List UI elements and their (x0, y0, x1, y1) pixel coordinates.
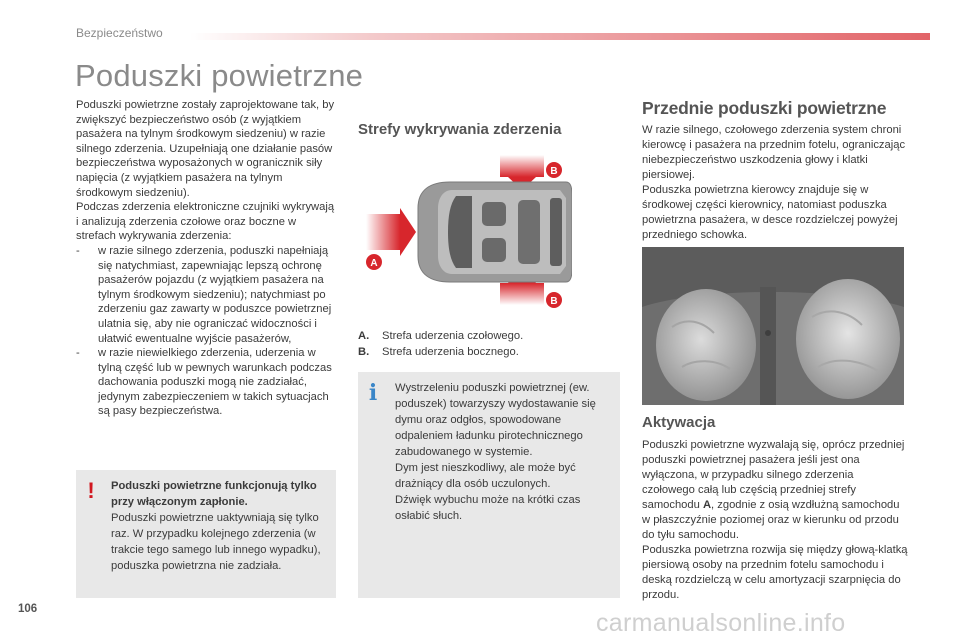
passenger-airbag (796, 279, 900, 399)
activation-heading: Aktywacja (642, 414, 716, 431)
warning-body-text: Poduszki powietrzne uaktywniają się tylko raz. W przypadku kolejnego zderzenia (w trakcie tego samego lub innego wypadku), poduszka powietrzna nie zadziała. (111, 512, 321, 572)
car-top-view (418, 182, 572, 282)
info-paragraph-1: Wystrzeleniu poduszki powietrznej (ew. poduszek) towarzyszy wydostawanie się dymu oraz odgłos, spowodowane odpaleniem ładunku pirotechnicznego zabudowanego w systemie. (395, 382, 596, 458)
label-a-text: A (370, 258, 378, 269)
info-icon: i (368, 380, 378, 406)
warning-text (111, 478, 331, 574)
driver-airbag (656, 289, 756, 401)
bullet-dash: - (76, 347, 80, 360)
intro-paragraph-2: Podczas zderzenia elektroniczne czujniki wykrywają i analizują zderzenia czołowe oraz boczne w strefach wykrywania zderzenia: (76, 201, 335, 243)
activation-p1-b: , zgodnie z osią wzdłużną samochodu w płaszczyźnie poziomej oraz w kierunku od przodu do tyłu samochodu. (642, 499, 900, 541)
intro-column (76, 98, 338, 419)
front-paragraph-1: W razie silnego, czołowego zderzenia system chroni kierowcę i pasażera na przednim fotelu, ograniczając niebezpieczeństwo uszkodzenia głowy i klatki piersiowej. (642, 124, 906, 181)
front-airbags-text (642, 123, 908, 243)
info-paragraph-3: Dźwięk wybuchu może na krótki czas osłabić słuch. (395, 494, 581, 522)
front-airbags-heading: Przednie poduszki powietrzne (642, 98, 887, 118)
bullet-dash: - (76, 244, 80, 257)
activation-p1-bold: A (702, 499, 712, 511)
zone-text-a: Strefa uderzenia czołowego. (382, 330, 524, 342)
exclamation-icon: ! (87, 478, 95, 503)
watermark-text: carmanualsonline.info (596, 609, 846, 637)
label-b-top-text: B (550, 166, 558, 177)
activation-paragraph-1 (642, 438, 908, 543)
front-airbags-illustration (642, 247, 904, 405)
zone-legend (358, 329, 523, 360)
front-paragraph-2: Poduszka powietrzna kierowcy znajduje się w środkowej części kierownicy, natomiast poduszka powietrzna pasażera, w desce rozdzielczej powyżej przedniego schowka. (642, 184, 898, 241)
list-item (76, 346, 338, 419)
activation-text (642, 438, 908, 603)
list-item (76, 244, 338, 346)
label-b-bottom (546, 292, 562, 308)
zone-key-a: A. (358, 330, 370, 342)
page-number: 106 (18, 603, 38, 615)
label-b-bottom-text: B (550, 296, 558, 307)
label-b-top (546, 162, 562, 178)
warning-bold-text: Poduszki powietrzne funkcjonują tylko przy włączonym zapłonie. (111, 480, 317, 508)
bullet-text-1: w razie silnego zderzenia, poduszki napełniają się natychmiast, zapewniając lepszą ochronę pasażerów pojazdu (z wyjątkiem pasażera na tylnym środkowym siedzeniu); natychmiast po zderzeniu gaz zawarty w poduszce powietrznej ulatnia się, aby nie ograniczać widoczności i ułatwić ewentualne wyjście pasażerów, (98, 244, 332, 345)
zone-key-b: B. (358, 345, 370, 358)
intro-paragraph-1: Poduszki powietrzne zostały zaprojektowane tak, by zwiększyć bezpieczeństwo osób (z wyjątkiem pasażera na tylnym środkowym siedzeniu) w razie silnego zderzenia. Uzupełniają one działanie pasów bezpieczeństwa wyposażonych w ogranicznik siły napięcia (z wyjątkiem pasażera na tylnym środkowym siedzeniu). (76, 99, 335, 199)
bullet-text-2: w razie niewielkiego zderzenia, uderzenia w tylną część lub w pewnych warunkach podczas dachowania poduszki mogą nie zadziałać, jedynym zabezpieczeniem w takich sytuacjach są pasy bezpieczeństwa. (98, 347, 332, 418)
list-item (358, 345, 523, 361)
front-impact-arrows (366, 208, 416, 256)
list-item (358, 329, 523, 345)
label-a (366, 254, 382, 270)
zone-text-b: Strefa uderzenia bocznego. (382, 345, 519, 358)
section-header: Bezpieczeństwo (76, 26, 163, 40)
page-title: Poduszki powietrzne (75, 58, 364, 93)
info-text (395, 380, 610, 524)
activation-p1-a: Poduszki powietrzne wyzwalają się, oprócz przedniej poduszki powietrznej pasażera jeśli jest ona wyłączona, w przypadku silnego zderzenia czołowego całą lub częścią przedniej strefy samochodu (642, 439, 905, 511)
header-decor-line (190, 33, 930, 40)
car-crash-zones-diagram (360, 152, 572, 312)
info-paragraph-2: Dym jest nieszkodliwy, ale może być drażniący dla osób uczulonych. (395, 462, 576, 490)
zones-heading: Strefy wykrywania zderzenia (358, 121, 562, 138)
activation-paragraph-2: Poduszka powietrzna rozwija się między głową-klatką piersiową osoby na przednim fotelu samochodu i deską rozdzielczą w celu amortyzacji szarpnięcia do przodu. (642, 544, 908, 601)
